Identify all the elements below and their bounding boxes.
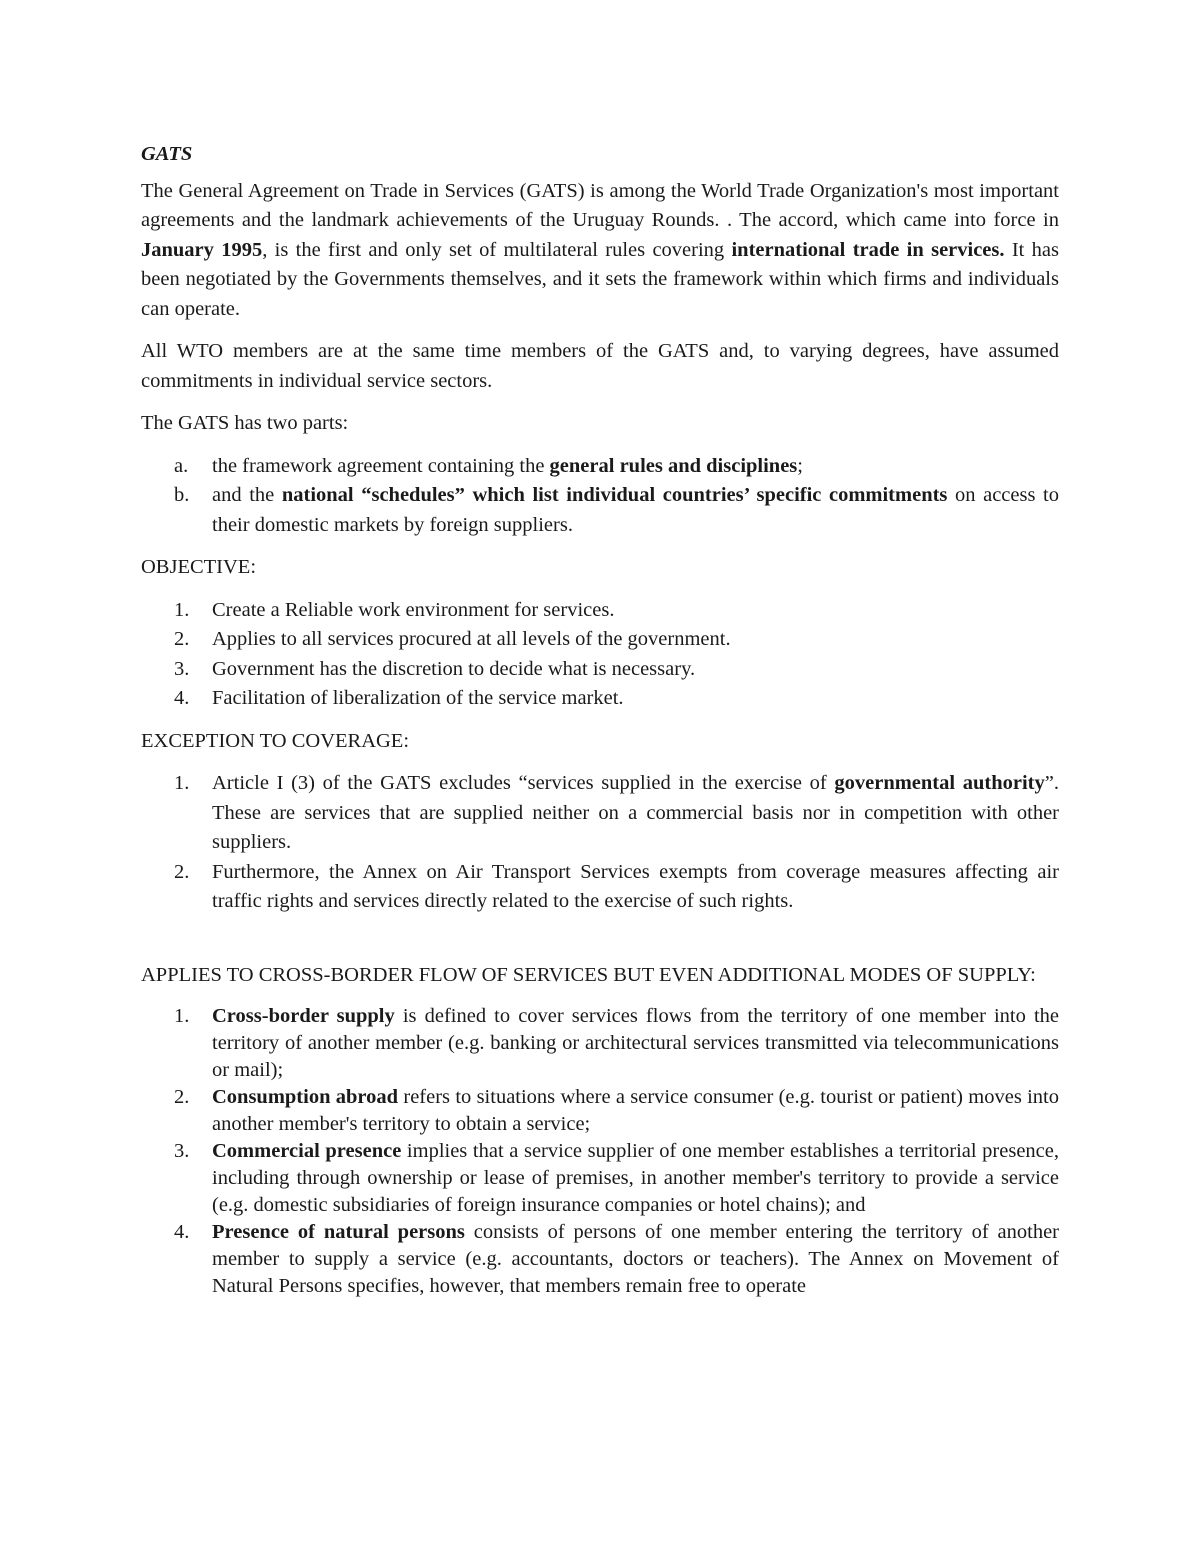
list-item: 2. Consumption abroad refers to situations where a service consumer (e.g. tourist or patient) moves into another member's territory to obtain a service;	[174, 1086, 1059, 1135]
exception-heading: EXCEPTION TO COVERAGE:	[141, 729, 410, 752]
list-item: 2. Furthermore, the Annex on Air Transport Services exempts from coverage measures affecting air traffic rights and services directly related to the exercise of such rights.	[141, 858, 1059, 917]
list-marker: 3.	[174, 1140, 190, 1162]
intro-text-b: , is the first and only set of multilateral rules covering	[262, 238, 732, 261]
list-marker: a.	[174, 454, 189, 477]
document-page	[141, 140, 1059, 1313]
objective-list	[141, 596, 1059, 714]
list-marker: 2.	[174, 1086, 190, 1108]
list-marker: 1.	[174, 1005, 190, 1027]
list-marker: 1.	[174, 772, 190, 794]
modes-heading: APPLIES TO CROSS-BORDER FLOW OF SERVICES BUT EVEN ADDITIONAL MODES OF SUPPLY:	[141, 963, 1036, 986]
section-spacer	[141, 930, 1059, 961]
list-item: 4. Facilitation of liberalization of the service market.	[141, 684, 1059, 714]
document-title: GATS	[141, 143, 193, 165]
intro-text-a: The General Agreement on Trade in Services (GATS) is among the World Trade Organization's most important agreements and the landmark achievements of the Uruguay Rounds. . The accord, which came into force in	[141, 179, 1059, 231]
list-marker: 4.	[174, 687, 190, 709]
members-paragraph: All WTO members are at the same time members of the GATS and, to varying degrees, have assumed commitments in individual service sectors.	[141, 340, 1059, 392]
list-marker: 2.	[174, 860, 190, 883]
list-item: 3. Commercial presence implies that a service supplier of one member establishes a territorial presence, including through ownership or lease of premises, in another member's territory to provide a service (e.g. domestic subsidiaries of foreign insurance companies or hotel chains); and	[174, 1140, 1060, 1216]
modes-list	[141, 1003, 1059, 1300]
list-item: 2. Applies to all services procured at all levels of the government.	[141, 625, 1059, 655]
exception-list	[141, 769, 1059, 917]
intro-scope-bold: international trade in services.	[731, 238, 1005, 261]
intro-date-bold: January 1995	[141, 238, 263, 261]
list-item: 1. Cross-border supply is defined to cover services flows from the territory of one member into the territory of another member (e.g. banking or architectural services transmitted via telecommunications or mail);	[174, 1005, 1060, 1081]
intro-text-c: It has been negotiated by the Governments themselves, and it sets the framework within which firms and individuals can operate.	[141, 238, 1059, 320]
parts-intro: The GATS has two parts:	[141, 412, 349, 434]
list-marker: 2.	[174, 628, 190, 650]
list-item: 4. Presence of natural persons consists of persons of one member entering the territory of another member to supply a service (e.g. accountants, doctors or teachers). The Annex on Movement of Natural Persons specifies, however, that members remain free to operate	[174, 1221, 1059, 1297]
list-marker: 4.	[174, 1221, 190, 1243]
list-marker: 3.	[174, 657, 190, 680]
parts-list	[141, 452, 1059, 541]
list-item: 3. Government has the discretion to decide what is necessary.	[141, 655, 1059, 685]
list-item: 1. Create a Reliable work environment for services.	[141, 596, 1059, 626]
objective-heading: OBJECTIVE:	[141, 556, 257, 578]
list-marker: b.	[174, 484, 190, 506]
list-item: b. and the national “schedules” which list individual countries’ specific commitments on access to their domestic markets by foreign suppliers.	[141, 481, 1059, 540]
list-item: a. the framework agreement containing the general rules and disciplines;	[141, 452, 1059, 482]
list-marker: 1.	[174, 598, 190, 621]
intro-paragraph	[141, 177, 1059, 325]
list-item: 1. Article I (3) of the GATS excludes “services supplied in the exercise of governmental authority”. These are services that are supplied neither on a commercial basis nor in competition with other suppliers.	[141, 769, 1059, 858]
